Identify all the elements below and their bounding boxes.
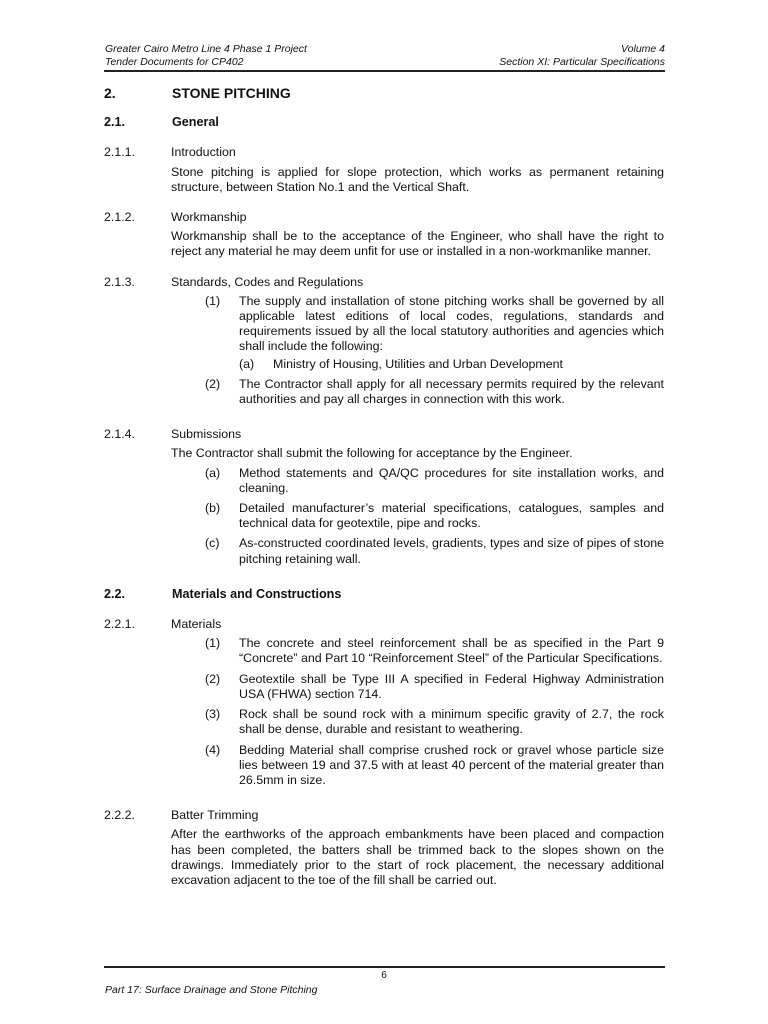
section-label: Section XI: Particular Specifications [499,56,665,68]
footer-rule [104,966,665,968]
section-heading [104,86,664,101]
subsection-heading-materials: 2.2. Materials and Constructions [104,586,342,601]
volume-label: Volume 4 [621,43,665,55]
list-item: (c) As-constructed coordinated levels, gradients, types and size of pipes of stone pitching retaining wall. [205,536,664,566]
list-item: (3) Rock shall be sound rock with a minimum specific gravity of 2.7, the rock shall be dense, durable and resistant to weathering. [205,707,664,737]
sub-list-item: (a) Ministry of Housing, Utilities and Urban Development [239,356,563,371]
header-right [499,43,665,69]
list-item: (2) The Contractor shall apply for all necessary permits required by the relevant authorities and pay all charges in connection with this work. [205,376,664,407]
clause-list [205,294,664,407]
clause-title: Batter Trimming [171,808,259,823]
clause-text: Stone pitching is applied for slope protection, which works as permanent retaining structure, between Station No.1 and the Vertical Shaft. [171,164,664,194]
section-number: 2. [104,85,116,101]
header-left [105,43,307,69]
page-number: 6 [381,970,387,981]
list-item: (a) Method statements and QA/QC procedures for site installation works, and cleaning. [205,465,664,495]
clause-title: Workmanship [171,210,247,225]
clause-2-1-1: 2.1.1. Introduction Stone pitching is applied for slope protection, which works as permanent retaining structure, between Station No.1 and the Vertical Shaft. [104,145,664,194]
clause-title: Standards, Codes and Regulations [171,274,364,289]
clause-2-1-4: 2.1.4. Submissions The Contractor shall submit the following for acceptance by the Engineer. (a) Method statements and QA/QC procedures for site installation works, and cleaning. (b) Detailed manufacturer’s material specifications, catalogues, samples and technical data for geotextile, pipe and rocks. (c) As-constructed coordinated levels, gradients, types and size of pipes of stone pitching retaining wall. [104,427,664,566]
footer-part-title: Part 17: Surface Drainage and Stone Pitching [105,984,318,996]
tender-documents: Tender Documents for CP402 [105,56,244,68]
project-title: Greater Cairo Metro Line 4 Phase 1 Project [105,43,307,55]
clause-2-2-1: 2.2.1. Materials (1) The concrete and steel reinforcement shall be as specified in the Part 9 “Concrete” and Part 10 “Reinforcement Steel” of the Particular Specifications. (2) Geotextile shall be Type III A specified in Federal Highway Administration USA (FHWA) section 714. (3) Rock shall be sound rock with a minimum specific gravity of 2.7, the rock shall be dense, durable and resistant to weathering. (4) Bedding Material shall comprise crushed rock or gravel whose particle size lies between 19 and 37.5 with at least 40 percent of the material greater than 26.5mm in size. [104,617,664,787]
section-title: STONE PITCHING [172,85,291,101]
document-body [104,86,664,903]
list-item: (1) The supply and installation of stone pitching works shall be governed by all applicable latest editions of local codes, regulations, standards and requirements issued by all the local statutory authorities and agencies which shall include the following: (a) Ministry of Housing, Utilities and Urban Development [205,293,664,371]
clause-2-1-3: 2.1.3. Standards, Codes and Regulations (1) The supply and installation of stone pitching works shall be governed by all applicable latest editions of local codes, regulations, standards and requirements issued by all the local statutory authorities and agencies which shall include the following: (a) Ministry of Housing, Utilities and Urban Development (2) The Contractor shall apply for all necessary permits required by the relevant authorities and pay all charges in connection with this work. [104,274,664,407]
list-item: (2) Geotextile shall be Type III A specified in Federal Highway Administration USA (FHWA) section 714. [205,671,664,701]
clause-text: After the earthworks of the approach embankments have been placed and compaction has been completed, the batters shall be trimmed back to the slopes shown on the drawings. Immediately prior to the start of rock placement, the necessary additional excavation adjacent to the toe of the fill shall be carried out. [171,827,664,887]
clause-2-1-2: 2.1.2. Workmanship Workmanship shall be to the acceptance of the Engineer, who shall have the right to reject any material he may deem unfit for use or installed in a non-workmanlike manner. [104,210,664,259]
clause-list [205,636,664,788]
clause-title: Materials [171,617,222,632]
clause-2-2-2: 2.2.2. Batter Trimming After the earthworks of the approach embankments have been placed and compaction has been completed, the batters shall be trimmed back to the slopes shown on the drawings. Immediately prior to the start of rock placement, the necessary additional excavation adjacent to the toe of the fill shall be carried out. [104,808,664,887]
clause-text: The Contractor shall submit the following for acceptance by the Engineer. [171,446,573,461]
subsection-heading-general: 2.1. General [104,115,219,130]
clause-text: Workmanship shall be to the acceptance of the Engineer, who shall have the right to reject any material he may deem unfit for use or installed in a non-workmanlike manner. [171,229,664,259]
header-rule [104,70,665,72]
clause-title: Introduction [171,145,236,160]
list-item: (4) Bedding Material shall comprise crushed rock or gravel whose particle size lies between 19 and 37.5 with at least 40 percent of the material greater than 26.5mm in size. [205,742,664,787]
list-item: (b) Detailed manufacturer’s material specifications, catalogues, samples and technical data for geotextile, pipe and rocks. [205,501,664,531]
list-item: (1) The concrete and steel reinforcement shall be as specified in the Part 9 “Concrete” and Part 10 “Reinforcement Steel” of the Particular Specifications. [205,636,664,666]
clause-title: Submissions [171,427,242,442]
clause-list [205,466,664,567]
